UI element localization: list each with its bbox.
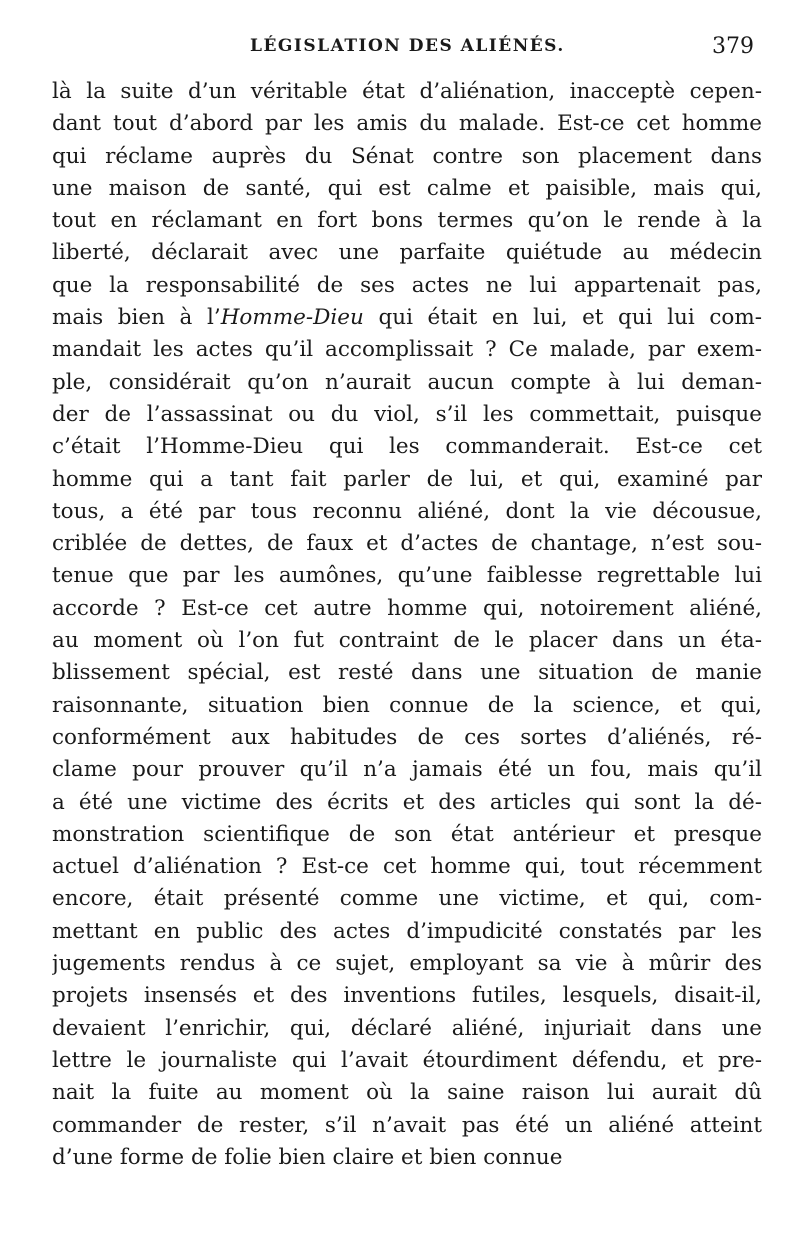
text-line: ple, considérait qu’on n’aurait aucun compte à lui deman- (52, 369, 762, 395)
text-line: lettre le journaliste qui l’avait étourdiment défendu, et pre- (52, 1047, 762, 1073)
text-line: devaient l’enrichir, qui, déclaré aliéné, injuriait dans une (52, 1015, 762, 1041)
text-line: une maison de santé, qui est calme et paisible, mais qui, (52, 175, 762, 201)
page-header (52, 34, 762, 74)
text-line: actuel d’aliénation ? Est-ce cet homme qui, tout récemment (52, 854, 762, 880)
text-line: monstration scientifique de son état antérieur et presque (52, 821, 762, 847)
text-line: criblée de dettes, de faux et d’actes de chantage, n’est sou- (52, 531, 762, 557)
text-line: jugements rendus à ce sujet, employant sa vie à mûrir des (52, 951, 762, 977)
text-line: blissement spécial, est resté dans une situation de manie (52, 660, 762, 686)
text-line: accorde ? Est-ce cet autre homme qui, notoirement aliéné, (52, 595, 762, 621)
italic-phrase: Homme-Dieu (220, 305, 364, 331)
text-line: tous, a été par tous reconnu aliéné, dont la vie décousue, (52, 498, 762, 524)
page-number: 379 (712, 34, 754, 59)
text-line: liberté, déclarait avec une parfaite quiétude au médecin (52, 240, 762, 266)
text-line: que la responsabilité de ses actes ne lui appartenait pas, (52, 272, 762, 298)
body-text (52, 76, 762, 1174)
running-head: LÉGISLATION DES ALIÉNÉS. (250, 36, 565, 56)
text-line: commander de rester, s’il n’avait pas été un aliéné atteint (52, 1112, 762, 1138)
text-line: conformément aux habitudes de ces sortes d’aliénés, ré- (52, 724, 762, 750)
text-line: c’était l’Homme-Dieu qui les commanderait. Est-ce cet (52, 434, 762, 460)
text-line: homme qui a tant fait parler de lui, et qui, examiné par (52, 466, 762, 492)
text-line-with-italic (52, 302, 762, 334)
text-line: clame pour prouver qu’il n’a jamais été un fou, mais qu’il (52, 757, 762, 783)
text-line: der de l’assassinat ou du viol, s’il les commettait, puisque (52, 401, 762, 427)
text-line: nait la fuite au moment où la saine raison lui aurait dû (52, 1080, 762, 1106)
text-fragment: qui était en lui, et qui lui com- (378, 305, 762, 331)
text-line: tout en réclamant en fort bons termes qu’on le rende à la (52, 208, 762, 234)
text-line: dant tout d’abord par les amis du malade. Est-ce cet homme (52, 111, 762, 137)
text-fragment: mais bien à l’ (52, 305, 221, 331)
text-line: tenue que par les aumônes, qu’une faiblesse regrettable lui (52, 563, 762, 589)
text-line: mettant en public des actes d’impudicité constatés par les (52, 918, 762, 944)
text-line: a été une victime des écrits et des articles qui sont la dé- (52, 789, 762, 815)
text-line: au moment où l’on fut contraint de le placer dans un éta- (52, 628, 762, 654)
text-line: là la suite d’un véritable état d’aliénation, inacceptè cepen- (52, 79, 762, 104)
text-line: qui réclame auprès du Sénat contre son placement dans (52, 143, 762, 169)
text-line: raisonnante, situation bien connue de la science, et qui, (52, 692, 762, 718)
text-line: encore, était présenté comme une victime, et qui, com- (52, 886, 762, 912)
text-line: mandait les actes qu’il accomplissait ? Ce malade, par exem- (52, 337, 762, 363)
text-line: projets insensés et des inventions futiles, lesquels, disait-il, (52, 983, 762, 1009)
text-line: d’une forme de folie bien claire et bien connue (52, 1144, 563, 1170)
